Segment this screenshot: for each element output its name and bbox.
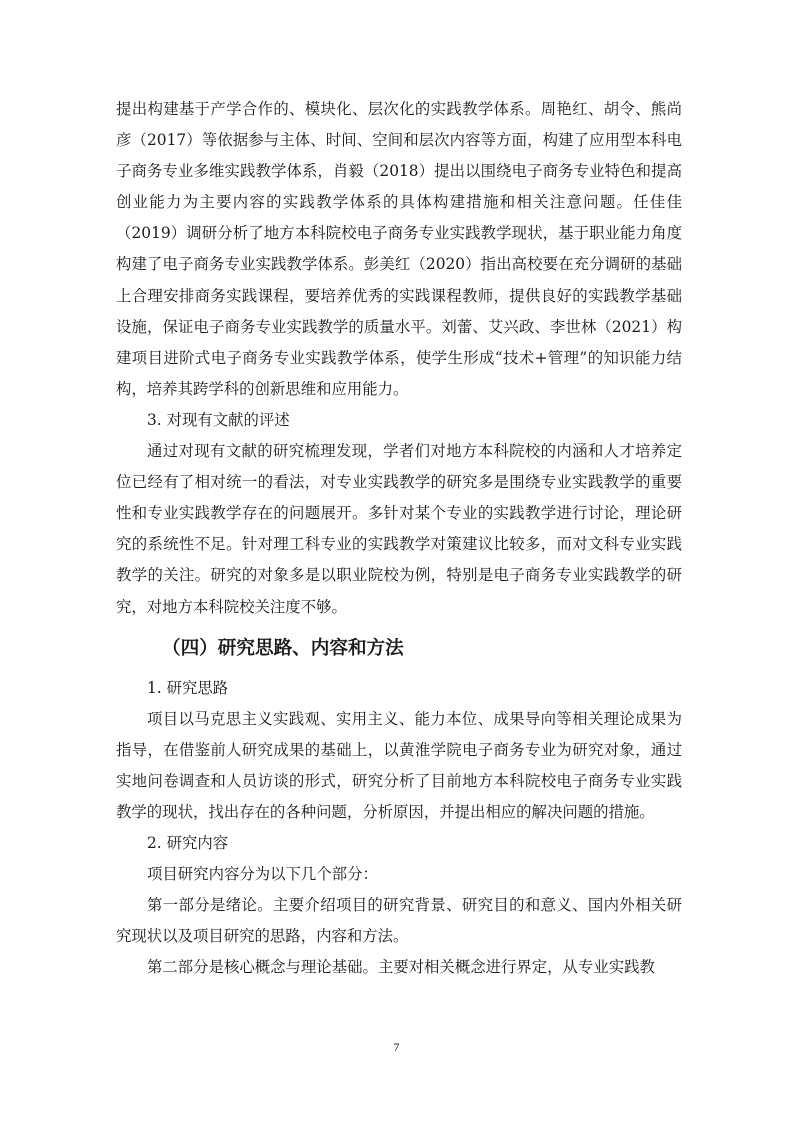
- subheading-research-content: 2. 研究内容: [147, 834, 229, 853]
- body-text: [116, 94, 682, 984]
- page-number: 7: [393, 1040, 400, 1054]
- paragraph-lit-review-cont: 提出构建基于产学合作的、模块化、层次化的实践教学体系。周艳红、胡令、熊尚彦（2017）等依据参与主体、时间、空间和层次内容等方面，构建了应用型本科电子商务专业多维实践教学体系，肖毅（2018）提出以围绕电子商务专业特色和提高创业能力为主要内容的实践教学体系的具体构建措施和相关注意问题。任佳佳（2019）调研分析了地方本科院校电子商务专业实践教学现状，基于职业能力角度构建了电子商务专业实践教学体系。彭美红（2020）指出高校要在充分调研的基础上合理安排商务实践课程，要培养优秀的实践课程教师，提供良好的实践教学基础设施，保证电子商务专业实践教学的质量水平。刘蕾、艾兴政、李世林（2021）构建项目进阶式电子商务专业实践教学体系，使学生形成“技术+管理”的知识能力结构，培养其跨学科的创新思维和应用能力。: [116, 100, 682, 398]
- section-heading: （四）研究思路、内容和方法: [162, 637, 404, 659]
- paragraph-part-two: 第二部分是核心概念与理论基础。主要对相关概念进行界定，从专业实践教: [147, 958, 655, 977]
- paragraph-lit-comment: 通过对现有文献的研究梳理发现，学者们对地方本科院校的内涵和人才培养定位已经有了相对统一的看法，对专业实践教学的研究多是围绕专业实践教学的重要性和专业实践教学存在的问题展开。多针对某个专业的实践教学进行讨论，理论研究的系统性不足。针对理工科专业的实践教学对策建议比较多，而对文科专业实践教学的关注。研究的对象多是以职业院校为例，特别是电子商务专业实践教学的研究，对地方本科院校关注度不够。: [116, 442, 682, 616]
- paragraph-content-intro: 项目研究内容分为以下几个部分：: [147, 865, 378, 884]
- paragraph-part-one: 第一部分是绪论。主要介绍项目的研究背景、研究目的和意义、国内外相关研究现状以及项目研究的思路，内容和方法。: [116, 896, 682, 946]
- subheading-research-idea: 1. 研究思路: [147, 678, 229, 697]
- paragraph-research-idea: 项目以马克思主义实践观、实用主义、能力本位、成果导向等相关理论成果为指导，在借鉴前人研究成果的基础上，以黄淮学院电子商务专业为研究对象，通过实地问卷调查和人员访谈的形式，研究分析了目前地方本科院校电子商务专业实践教学的现状，找出存在的各种问题，分析原因，并提出相应的解决问题的措施。: [116, 709, 682, 821]
- subheading-lit-comment: 3. 对现有文献的评述: [147, 410, 290, 429]
